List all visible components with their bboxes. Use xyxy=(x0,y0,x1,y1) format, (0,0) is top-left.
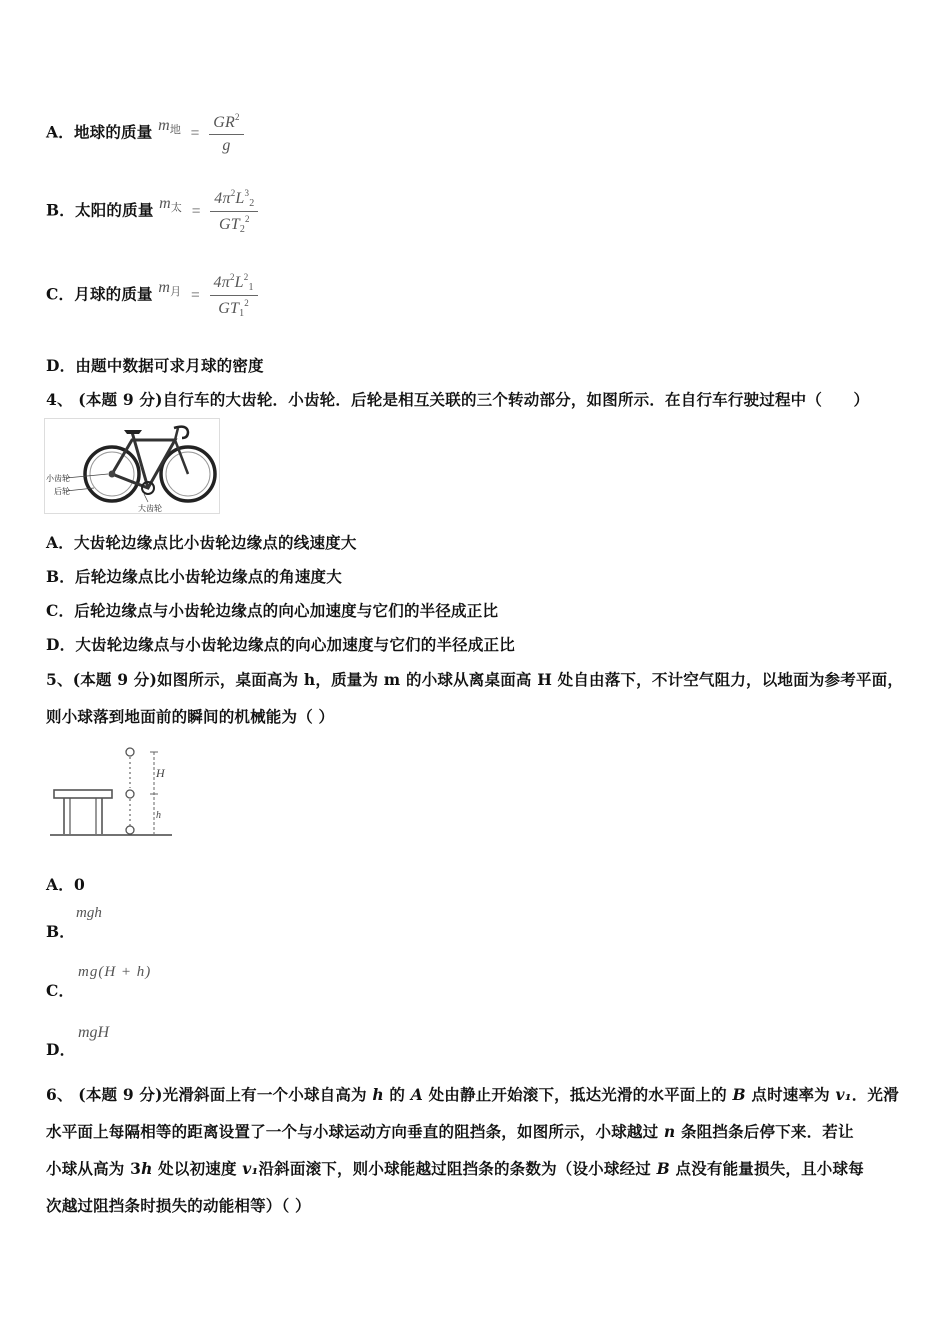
leader-small-gear xyxy=(66,474,108,478)
option-text: 大齿轮边缘点与小齿轮边缘点的向心加速度与它们的半径成正比 xyxy=(75,635,515,654)
bicycle-figure xyxy=(44,418,220,514)
option-label: B． xyxy=(46,567,76,586)
equals-sign: = xyxy=(190,124,200,142)
option-label: D． xyxy=(46,635,76,654)
ball-start xyxy=(126,748,134,756)
option-label: C． xyxy=(46,284,75,304)
q5-option-b-label: B． xyxy=(46,922,76,941)
option-text: 0 xyxy=(73,875,85,894)
equals-sign: = xyxy=(191,202,201,220)
fraction: $\frac{GR^2}{g}$ xyxy=(209,112,243,155)
q3-option-d xyxy=(46,354,264,376)
q6-line-1: 6、 (本题 9 分)光滑斜面上有一个小球自高为 h 的 A 处由静止开始滚下，抵达光滑的水平面上的 B 点时速率为 v₁．光滑 xyxy=(46,1085,899,1104)
q6-line-4: 次越过阻挡条时损失的动能相等）（ ） xyxy=(46,1196,311,1215)
q4-stem xyxy=(46,388,869,410)
fraction: $\frac{4\pi^2L^3_2}{GT_2^2}$ xyxy=(210,188,258,235)
q3-option-b xyxy=(46,188,258,235)
small-gear xyxy=(109,471,116,478)
q4-option-a xyxy=(46,531,357,553)
option-label: A． xyxy=(46,533,74,552)
option-text: 后轮边缘点与小齿轮边缘点的向心加速度与它们的半径成正比 xyxy=(74,601,499,620)
label-rear-wheel: 后轮 xyxy=(54,487,70,496)
q3-option-c xyxy=(46,272,258,319)
fork xyxy=(175,440,188,474)
saddle xyxy=(124,430,142,434)
question-number: 4、 xyxy=(46,390,73,409)
q5-option-a xyxy=(46,873,85,895)
option-text: 大齿轮边缘点比小齿轮边缘点的线速度大 xyxy=(73,533,357,552)
fraction: $\frac{4\pi^2L^2_1}{GT_1^2}$ xyxy=(210,272,258,319)
stem xyxy=(175,428,178,440)
option-text: 后轮边缘点比小齿轮边缘点的角速度大 xyxy=(75,567,342,586)
formula-lhs: $m_月$ xyxy=(158,278,182,298)
label-small-gear: 小齿轮 xyxy=(46,474,70,483)
q5-option-b-math: mgh xyxy=(76,905,102,921)
q5-option-c-math: mg(H + h) xyxy=(78,964,152,980)
question-text: (本题 9 分)如图所示，桌面高为 h，质量为 m 的小球从离桌面高 H 处自由落下，不计空气阻力，以地面为参考平面， xyxy=(72,670,904,689)
q5-option-d-label: D． xyxy=(46,1040,76,1059)
q5-option-c-label: C． xyxy=(46,981,75,1000)
q4-option-d xyxy=(46,633,515,655)
q4-option-c xyxy=(46,599,498,621)
ball-middle xyxy=(126,790,134,798)
leader-big-gear xyxy=(144,494,148,502)
ball-ground xyxy=(126,826,134,834)
q6-line-3: 小球从高为 3h 处以初速度 v₁沿斜面滚下，则小球能越过阻挡条的条数为（设小球经过 B 点没有能量损失，且小球每 xyxy=(46,1159,864,1178)
question-text: (本题 9 分)自行车的大齿轮．小齿轮．后轮是相互关联的三个转动部分，如图所示．在自行车行驶过程中（ ） xyxy=(78,390,870,409)
question-text-cont: 则小球落到地面前的瞬间的机械能为（ ） xyxy=(46,707,335,726)
label-H: H xyxy=(156,766,165,780)
option-label: D． xyxy=(46,356,76,375)
formula-lhs: $m_太$ xyxy=(159,194,183,214)
label-big-gear: 大齿轮 xyxy=(138,504,162,513)
option-text: 太阳的质量 xyxy=(75,200,154,220)
equals-sign: = xyxy=(190,286,200,304)
option-label: C． xyxy=(46,601,75,620)
formula-lhs: $m_地$ xyxy=(158,116,182,136)
option-label: B． xyxy=(46,200,76,220)
question-number: 6、 xyxy=(46,1085,73,1104)
label-h: h xyxy=(156,810,161,821)
option-text: 地球的质量 xyxy=(73,122,153,142)
option-text: 由题中数据可求月球的密度 xyxy=(75,356,264,375)
q3-option-a xyxy=(46,112,244,155)
option-text: 月球的质量 xyxy=(74,284,153,304)
q5-stem-line1 xyxy=(46,668,926,690)
q6-line-2: 水平面上每隔相等的距离设置了一个与小球运动方向垂直的阻挡条，如图所示，小球越过 n 条阻挡条后停下来．若让 xyxy=(46,1122,854,1141)
q4-option-b xyxy=(46,565,342,587)
q5-option-d-math: mgH xyxy=(78,1024,110,1041)
question-number: 5、 xyxy=(46,670,73,689)
option-label: A． xyxy=(46,122,74,142)
table-top xyxy=(54,790,112,798)
option-label: A． xyxy=(46,875,74,894)
q5-stem-line2 xyxy=(46,705,334,727)
table-ball-figure xyxy=(48,742,178,840)
